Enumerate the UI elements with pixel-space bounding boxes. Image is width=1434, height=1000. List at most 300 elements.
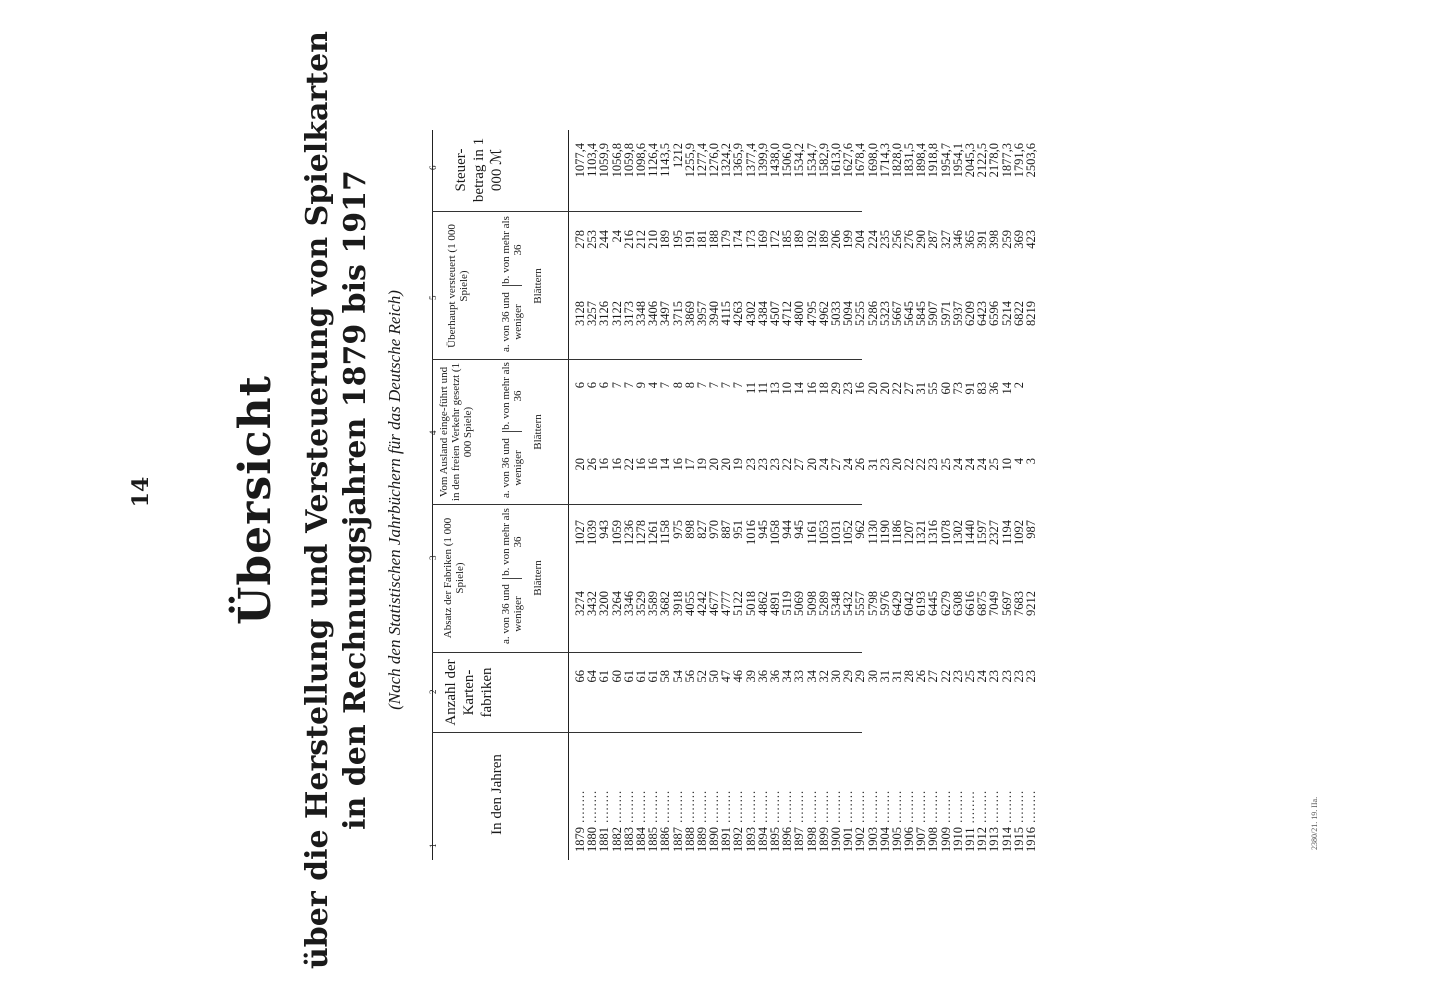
table-cell: 1440 — [963, 520, 977, 545]
table-cell: 2178,0 — [987, 143, 1002, 178]
table-cell: 6875 — [975, 591, 990, 616]
table-cell: 24 — [841, 458, 856, 471]
table-cell: 256 — [889, 230, 904, 249]
table-cell: 6445 — [926, 591, 941, 616]
sales-b-column — [574, 520, 1037, 564]
table-cell: 14 — [792, 382, 807, 395]
table-cell: 23 — [950, 670, 965, 683]
table-cell: 199 — [841, 230, 856, 249]
header-sales: Absatz der Fabriken (1 000 Spiele) — [442, 517, 466, 639]
header-sales-a: a. von 36 und weniger — [500, 584, 524, 644]
table-cell: 60 — [938, 382, 953, 395]
taxed-b-column — [574, 230, 1037, 266]
table-cell: 1130 — [865, 520, 880, 545]
table-cell: 185 — [780, 230, 795, 249]
table-cell: 189 — [792, 230, 807, 249]
table-cell: 1883 ..... — [623, 742, 635, 852]
table-cell: 24 — [950, 458, 965, 471]
table-cell: 192 — [804, 230, 819, 249]
table-cell: 259 — [999, 230, 1014, 249]
table-cell: 4795 — [804, 301, 819, 326]
table-cell: 6596 — [987, 301, 1002, 326]
table-cell: 5018 — [743, 591, 758, 616]
table-cell: 16 — [853, 382, 868, 395]
table-cell: 898 — [682, 520, 697, 539]
table-cell: 1907 ..... — [915, 742, 927, 852]
table-cell: 20 — [889, 458, 904, 471]
table-cell: 5845 — [914, 301, 929, 326]
table-cell: 172 — [768, 230, 782, 249]
table-cell: 1277,4 — [694, 143, 709, 178]
header-import-a: a. von 36 und weniger — [500, 438, 524, 498]
table-cell: 3940 — [707, 301, 722, 326]
column-number-6: 6 — [428, 165, 438, 170]
table-cell: 4 — [646, 382, 661, 389]
table-cell: 944 — [780, 520, 795, 539]
table-cell: 5255 — [853, 301, 868, 326]
table-cell: 4712 — [780, 301, 795, 326]
table-cell: 14 — [658, 458, 673, 471]
table-cell: 1207 — [902, 520, 917, 545]
table-cell: 10 — [999, 458, 1014, 471]
table-cell: 1399,9 — [755, 143, 770, 178]
table-cell: 4115 — [719, 301, 734, 326]
table-cell: 11 — [743, 382, 758, 395]
table-cell: 1714,3 — [877, 143, 892, 178]
table-cell: 52 — [694, 670, 709, 683]
table-cell: 23 — [999, 670, 1014, 683]
table-cell: 1126,4 — [646, 143, 661, 177]
table-cell: 1906 ..... — [903, 742, 915, 852]
table-cell: 19 — [731, 458, 746, 471]
table-cell: 5645 — [902, 301, 917, 326]
table-cell: 1897 ..... — [793, 742, 805, 852]
table-cell: 4677 — [707, 591, 722, 616]
table-cell: 1582,9 — [816, 143, 831, 178]
column-number-1: 1 — [428, 843, 438, 848]
table-cell: 7 — [719, 382, 734, 389]
table-cell: 22 — [780, 458, 795, 471]
table-cell: 189 — [658, 230, 673, 249]
table-cell: 1059 — [609, 520, 624, 545]
table-cell: 3869 — [682, 301, 697, 326]
table-cell: 224 — [865, 230, 880, 249]
header-taxed-a: a. von 36 und weniger — [500, 292, 524, 352]
table-cell: 8 — [682, 382, 697, 389]
column-number-4: 4 — [428, 430, 438, 435]
table-cell: 64 — [585, 670, 600, 683]
table-cell: 6209 — [963, 301, 977, 326]
table-cell: 975 — [670, 520, 685, 539]
table-cell: 23 — [768, 458, 782, 471]
table-cell: 19 — [694, 458, 709, 471]
table-cell: 4384 — [755, 301, 770, 326]
table-cell: 24 — [963, 458, 977, 471]
table-cell: 5667 — [889, 301, 904, 326]
table-cell: 60 — [609, 670, 624, 683]
table-cell: 188 — [707, 230, 722, 249]
table-cell — [1025, 382, 1037, 412]
table-cell: 1954,7 — [938, 143, 953, 178]
table-cell: 1092 — [1011, 520, 1026, 545]
table-cell: 346 — [950, 230, 965, 249]
table-cell: 4 — [1011, 458, 1026, 465]
table-cell: 1909 ..... — [940, 742, 952, 852]
table-cell: 1908 ..... — [927, 742, 939, 852]
table-cell: 25 — [963, 670, 977, 683]
table-cell: 5323 — [877, 301, 892, 326]
table-cell: 1896 ..... — [781, 742, 793, 852]
table-cell: 1098,6 — [633, 143, 648, 178]
table-cell: 7683 — [1011, 591, 1026, 616]
table-cell: 54 — [670, 670, 685, 683]
table-cell: 3715 — [670, 301, 685, 326]
factories-column — [574, 670, 1037, 700]
table-cell: 91 — [963, 382, 977, 395]
table-cell: 28 — [902, 670, 917, 683]
table-cell: 945 — [755, 520, 770, 539]
table-cell: 1212 — [670, 143, 685, 168]
subtitle-line-1: über die Herstellung und Versteuerung von Spielkarten — [300, 31, 335, 969]
table-cell: 22 — [914, 458, 929, 471]
table-cell: 2045,3 — [963, 143, 977, 178]
table-cell: 1194 — [999, 520, 1014, 545]
table-cell: 398 — [987, 230, 1002, 249]
table-cell: 1236 — [621, 520, 636, 545]
table-cell: 278 — [573, 230, 587, 249]
header-sales-leaves: Blättern — [532, 560, 544, 596]
table-cell: 4777 — [719, 591, 734, 616]
column-divider — [432, 211, 862, 212]
table-cell: 1365,9 — [731, 143, 746, 178]
table-cell: 5094 — [841, 301, 856, 326]
table-cell: 2122,5 — [975, 143, 990, 178]
table-cell: 5432 — [841, 591, 856, 616]
table-cell: 1916 ..... — [1025, 742, 1037, 852]
table-cell: 25 — [987, 458, 1002, 471]
side-note — [1418, 8, 1432, 388]
table-cell: 204 — [853, 230, 868, 249]
table-cell: 50 — [707, 670, 722, 683]
table-cell: 4891 — [768, 591, 782, 616]
table-cell: 1889 ..... — [696, 742, 708, 852]
table-cell: 1158 — [658, 520, 673, 545]
table-cell: 1324,2 — [719, 143, 734, 178]
table-cell: 14 — [999, 382, 1014, 395]
table-cell: 31 — [877, 670, 892, 683]
table-cell: 4242 — [694, 591, 709, 616]
table-cell: 1056,8 — [609, 143, 624, 178]
header-import-leaves: Blättern — [532, 414, 544, 450]
table-cell: 951 — [731, 520, 746, 539]
table-cell: 970 — [707, 520, 722, 539]
table-cell: 4862 — [755, 591, 770, 616]
column-number-3: 3 — [428, 555, 438, 560]
table-cell: 1791,6 — [1011, 143, 1026, 178]
table-cell: 1053 — [816, 520, 831, 545]
table-cell: 1078 — [938, 520, 953, 545]
table-cell: 6423 — [975, 301, 990, 326]
table-cell: 189 — [816, 230, 831, 249]
table-cell: 1059,9 — [597, 143, 612, 178]
table-cell: 5971 — [938, 301, 953, 326]
table-cell: 10 — [780, 382, 795, 395]
table-cell: 22 — [621, 458, 636, 471]
table-cell: 26 — [914, 670, 929, 683]
table-cell: 6279 — [938, 591, 953, 616]
table-cell: 3200 — [597, 591, 612, 616]
column-number-2: 2 — [428, 689, 438, 694]
table-cell: 1276,0 — [707, 143, 722, 178]
table-cell: 1903 ..... — [867, 742, 879, 852]
table-cell: 7049 — [987, 591, 1002, 616]
years-column — [574, 742, 1037, 852]
header-taxed-leaves: Blättern — [532, 268, 544, 304]
table-cell: 11 — [755, 382, 770, 395]
table-cell: 3126 — [597, 301, 612, 326]
table-cell: 327 — [938, 230, 953, 249]
table-cell: 9212 — [1023, 591, 1038, 616]
table-cell: 29 — [828, 382, 843, 395]
table-cell: 18 — [816, 382, 831, 395]
table-cell: 1534,7 — [804, 143, 819, 178]
table-cell: 1255,9 — [682, 143, 697, 178]
table-cell: 5937 — [950, 301, 965, 326]
table-cell: 962 — [853, 520, 868, 539]
table-cell: 24 — [609, 230, 624, 243]
table-cell: 1321 — [914, 520, 929, 545]
table-cell: 66 — [573, 670, 587, 683]
table-cell: 1886 ..... — [659, 742, 671, 852]
table-cell: 3348 — [633, 301, 648, 326]
table-cell: 3406 — [646, 301, 661, 326]
table-cell: 1161 — [804, 520, 819, 545]
table-cell: 1900 ..... — [830, 742, 842, 852]
table-cell: 1914 ..... — [1001, 742, 1013, 852]
table-cell: 1052 — [841, 520, 856, 545]
table-cell: 5286 — [865, 301, 880, 326]
table-cell: 20 — [573, 458, 587, 471]
table-cell: 5348 — [828, 591, 843, 616]
table-cell: 827 — [694, 520, 709, 539]
table-cell: 945 — [792, 520, 807, 539]
table-cell: 6042 — [902, 591, 917, 616]
table-cell: 16 — [609, 458, 624, 471]
table-cell: 987 — [1023, 520, 1038, 539]
table-cell: 5069 — [792, 591, 807, 616]
table-cell: 22 — [889, 382, 904, 395]
table-cell: 1190 — [877, 520, 892, 545]
table-cell: 29 — [841, 670, 856, 683]
table-cell: 1915 ..... — [1013, 742, 1025, 852]
table-cell: 30 — [828, 670, 843, 683]
table-cell: 61 — [646, 670, 661, 683]
table-cell: 1877,3 — [999, 143, 1014, 178]
table-cell: 3497 — [658, 301, 673, 326]
table-cell: 1898 ..... — [806, 742, 818, 852]
table-cell: 3346 — [621, 591, 636, 616]
table-cell: 1881 ..... — [598, 742, 610, 852]
table-cell: 1902 ..... — [854, 742, 866, 852]
table-cell: 1039 — [585, 520, 600, 545]
table-cell: 3173 — [621, 301, 636, 326]
table-cell: 1893 ..... — [745, 742, 757, 852]
table-cell: 235 — [877, 230, 892, 249]
print-mark: 2380/21. 19. IIa. — [1310, 796, 1319, 850]
table-cell: 3 — [1023, 458, 1038, 465]
table-cell: 7 — [621, 382, 636, 389]
header-taxed-b: b. von mehr als 36 — [500, 216, 524, 284]
table-cell: 5122 — [731, 591, 746, 616]
table-cell: 16 — [646, 458, 661, 471]
table-cell: 9 — [633, 382, 648, 389]
table-cell: 1077,4 — [573, 143, 587, 178]
table-cell: 61 — [633, 670, 648, 683]
table-cell: 1027 — [573, 520, 587, 545]
table-cell: 25 — [938, 458, 953, 471]
table-cell: 6 — [597, 382, 612, 389]
header-years: In den Jahren — [489, 754, 505, 835]
column-divider — [432, 732, 862, 733]
table-cell: 5098 — [804, 591, 819, 616]
table-cell: 1884 ..... — [635, 742, 647, 852]
column-divider — [432, 359, 862, 360]
table-cell: 1506,0 — [780, 143, 795, 178]
table-cell: 47 — [719, 670, 734, 683]
table-cell: 1058 — [768, 520, 782, 545]
table-cell: 216 — [621, 230, 636, 249]
table-cell: 6 — [573, 382, 587, 389]
table-cell: 3682 — [658, 591, 673, 616]
table-cell: 1031 — [828, 520, 843, 545]
table-cell: 3128 — [573, 301, 587, 326]
table-cell: 31 — [865, 458, 880, 471]
table-cell: 20 — [707, 458, 722, 471]
table-cell: 2 — [1011, 382, 1026, 389]
table-cell: 61 — [621, 670, 636, 683]
table-cell: 1901 ..... — [842, 742, 854, 852]
table-cell: 1316 — [926, 520, 941, 545]
table-cell: 1831,5 — [902, 143, 917, 178]
table-cell: 7 — [731, 382, 746, 389]
table-cell: 1888 ..... — [684, 742, 696, 852]
table-cell: 73 — [950, 382, 965, 395]
table-cell: 4302 — [743, 301, 758, 326]
table-cell: 1059,8 — [621, 143, 636, 178]
column-number-5: 5 — [428, 295, 438, 300]
table-cell: 1103,4 — [585, 143, 600, 177]
table-cell: 169 — [755, 230, 770, 249]
page-title: Übersicht — [230, 375, 281, 625]
header-sales-b: b. von mehr als 36 — [500, 508, 524, 576]
table-cell: 3257 — [585, 301, 600, 326]
table-cell: 8 — [670, 382, 685, 389]
table-cell: 2503,6 — [1023, 143, 1038, 178]
table-cell: 58 — [658, 670, 673, 683]
table-cell: 1913 ..... — [988, 742, 1000, 852]
table-cell: 4800 — [792, 301, 807, 326]
table-cell: 4507 — [768, 301, 782, 326]
table-cell: 33 — [792, 670, 807, 683]
table-cell: 6308 — [950, 591, 965, 616]
table-cell: 23 — [987, 670, 1002, 683]
table-cell: 26 — [585, 458, 600, 471]
table-cell: 6822 — [1011, 301, 1026, 326]
table-cell: 8219 — [1023, 301, 1038, 326]
table-cell: 1879 ..... — [574, 742, 586, 852]
table-cell: 23 — [755, 458, 770, 471]
table-cell: 16 — [804, 382, 819, 395]
page-number: 14 — [128, 476, 154, 508]
table-cell: 5289 — [816, 591, 831, 616]
table-cell: 1904 ..... — [879, 742, 891, 852]
table-cell: 1302 — [950, 520, 965, 545]
table-cell: 22 — [902, 458, 917, 471]
table-cell: 1890 ..... — [708, 742, 720, 852]
table-cell: 24 — [975, 670, 990, 683]
table-cell: 206 — [828, 230, 843, 249]
table-cell: 27 — [792, 458, 807, 471]
table-cell: 191 — [682, 230, 697, 249]
table-cell: 23 — [743, 458, 758, 471]
table-header-rule — [568, 130, 569, 860]
table-cell: 3274 — [573, 591, 587, 616]
table-cell: 1678,4 — [853, 143, 868, 178]
table-cell: 5976 — [877, 591, 892, 616]
table-cell: 5033 — [828, 301, 843, 326]
table-cell: 210 — [646, 230, 661, 249]
table-cell: 36 — [987, 382, 1002, 395]
table-top-rule — [432, 130, 433, 860]
table-cell: 1438,0 — [768, 143, 782, 178]
table-cell: 34 — [804, 670, 819, 683]
subcolumn-divider — [502, 285, 522, 286]
subcolumn-divider — [502, 578, 522, 579]
table-cell: 31 — [914, 382, 929, 395]
table-cell: 4962 — [816, 301, 831, 326]
table-cell: 1534,2 — [792, 143, 807, 178]
table-cell: 13 — [768, 382, 782, 395]
table-cell: 3589 — [646, 591, 661, 616]
table-cell: 1698,0 — [865, 143, 880, 178]
table-cell: 5697 — [999, 591, 1014, 616]
statistics-table — [422, 130, 1038, 860]
table-cell: 7 — [707, 382, 722, 389]
table-cell: 17 — [682, 458, 697, 471]
table-cell: 1905 ..... — [891, 742, 903, 852]
table-cell: 4263 — [731, 301, 746, 326]
table-cell: 1899 ..... — [818, 742, 830, 852]
table-cell: 83 — [975, 382, 990, 395]
table-cell: 287 — [926, 230, 941, 249]
table-cell: 32 — [816, 670, 831, 683]
table-cell: 23 — [877, 458, 892, 471]
import-b-column — [574, 382, 1037, 412]
table-cell: 1627,6 — [841, 143, 856, 178]
table-cell: 1882 ..... — [611, 742, 623, 852]
table-cell: 1892 ..... — [732, 742, 744, 852]
table-cell: 3264 — [609, 591, 624, 616]
table-cell: 195 — [670, 230, 685, 249]
column-divider — [432, 652, 862, 653]
table-cell: 30 — [865, 670, 880, 683]
table-cell: 7 — [609, 382, 624, 389]
table-cell: 5557 — [853, 591, 868, 616]
table-cell: 943 — [597, 520, 612, 539]
table-cell: 391 — [975, 230, 990, 249]
table-cell: 276 — [902, 230, 917, 249]
table-cell: 4055 — [682, 591, 697, 616]
